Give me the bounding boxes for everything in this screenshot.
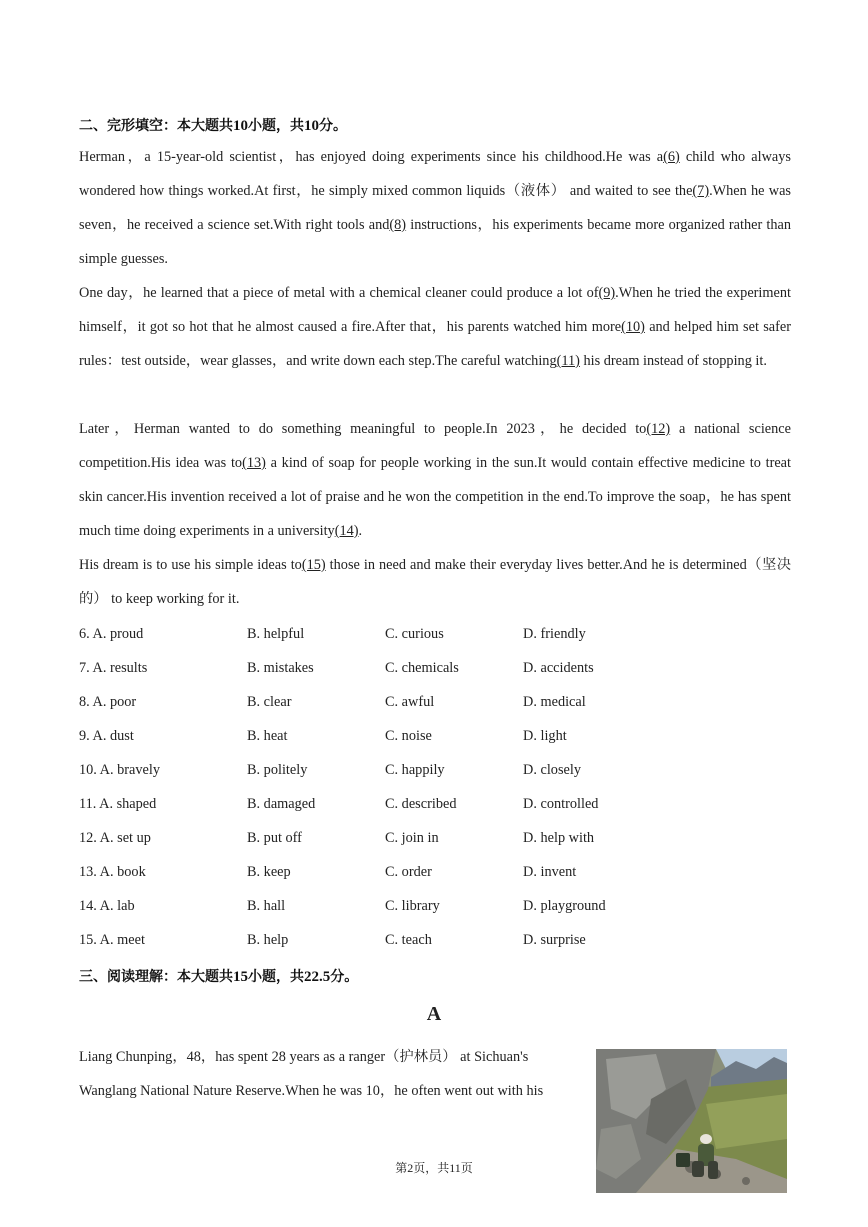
- options-row-10: [79, 753, 779, 787]
- blank-9: (9): [598, 285, 616, 301]
- options-row-15: [79, 923, 779, 957]
- blank-7: (7): [692, 183, 710, 199]
- section-3-title: 三、阅读理解：本大题共15小题，共22.5分。: [79, 969, 359, 985]
- option-a: 12. A. set up: [79, 830, 151, 846]
- blank-10: (10): [621, 319, 645, 335]
- option-a: 10. A. bravely: [79, 762, 160, 778]
- option-c: C. awful: [385, 694, 435, 710]
- option-c: C. happily: [385, 762, 445, 778]
- cloze-paragraph-1: Herman，a 15-year-old scientist，has enjoyed doing experiments since his childhood.He was a(6) child who always wondered how things worked.At first，he simply mixed common liquids（液体） and waited to see the(7).When he was seven，he received a science set.With right tools and(8) instructions，his experiments became more organized rather than simple guesses.: [79, 149, 792, 267]
- option-c: C. chemicals: [385, 660, 459, 676]
- blank-12: (12): [646, 421, 671, 437]
- cloze-paragraph-4: His dream is to use his simple ideas to(15) those in need and make their everyday lives better.And he is determined（坚决的） to keep working for it.: [79, 557, 791, 607]
- blank-11: (11): [556, 353, 580, 369]
- blank-6: (6): [663, 149, 680, 165]
- option-a: 13. A. book: [79, 864, 146, 880]
- option-c: C. curious: [385, 626, 444, 642]
- options-row-9: [79, 719, 779, 753]
- option-d: D. controlled: [523, 796, 599, 812]
- cloze-paragraph-2: One day，he learned that a piece of metal with a chemical cleaner could produce a lot of(9).When he tried the experiment himself，it got so hot that he almost caused a fire.After that，his parents watched him more(10) and helped him set safer rules：test outside，wear glasses，and write down each step.The careful watching(11) his dream instead of stopping it.: [79, 285, 791, 369]
- option-c: C. order: [385, 864, 432, 880]
- option-b: B. keep: [247, 864, 291, 880]
- options-row-12: [79, 821, 779, 855]
- blank-15: (15): [301, 557, 326, 573]
- option-b: B. help: [247, 932, 289, 948]
- option-a: 11. A. shaped: [79, 796, 157, 812]
- option-c: C. teach: [385, 932, 432, 948]
- option-c: C. library: [385, 898, 440, 914]
- options-row-8: [79, 685, 779, 719]
- option-b: B. clear: [247, 694, 292, 710]
- section-2-title: 二、完形填空：本大题共10小题，共10分。: [79, 118, 347, 134]
- option-d: D. closely: [523, 762, 581, 778]
- option-b: B. hall: [247, 898, 286, 914]
- option-a: 15. A. meet: [79, 932, 145, 948]
- option-a: 14. A. lab: [79, 898, 135, 914]
- option-d: D. medical: [523, 694, 586, 710]
- options-row-6: [79, 617, 779, 651]
- page-footer: 第2页，共11页: [395, 1161, 473, 1175]
- options-row-7: [79, 651, 779, 685]
- passage-a-heading: A: [426, 1003, 442, 1025]
- option-d: D. light: [523, 728, 567, 744]
- blank-14: (14): [334, 523, 359, 539]
- option-a: 8. A. poor: [79, 694, 137, 710]
- option-c: C. described: [385, 796, 457, 812]
- option-d: D. friendly: [523, 626, 586, 642]
- option-b: B. heat: [247, 728, 288, 744]
- option-a: 7. A. results: [79, 660, 148, 676]
- option-a: 6. A. proud: [79, 626, 144, 642]
- option-a: 9. A. dust: [79, 728, 134, 744]
- option-b: B. helpful: [247, 626, 305, 642]
- option-d: D. invent: [523, 864, 577, 880]
- passage-a-text: Liang Chunping，48，has spent 28 years as a ranger（护林员） at Sichuan's Wanglang National Nature Reserve.When he was 10，he often went out with his: [79, 1049, 544, 1099]
- option-b: B. politely: [247, 762, 308, 778]
- options-row-11: [79, 787, 779, 821]
- option-c: C. join in: [385, 830, 439, 846]
- blank-8: (8): [389, 217, 407, 233]
- blank-13: (13): [242, 455, 266, 471]
- option-d: D. help with: [523, 830, 595, 846]
- option-c: C. noise: [385, 728, 432, 744]
- option-b: B. mistakes: [247, 660, 314, 676]
- options-row-13: [79, 855, 779, 889]
- option-d: D. surprise: [523, 932, 586, 948]
- option-b: B. damaged: [247, 796, 316, 812]
- option-d: D. accidents: [523, 660, 594, 676]
- option-b: B. put off: [247, 830, 302, 846]
- option-d: D. playground: [523, 898, 606, 914]
- cloze-paragraph-3: Later，Herman wanted to do something meaningful to people.In 2023，he decided to(12) a national science competition.His idea was to(13) a kind of soap for people working in the sun.It would contain effective medicine to treat skin cancer.His invention received a lot of praise and he won the competition in the end.To improve the soap，he has spent much time doing experiments in a university(14).: [79, 421, 791, 539]
- options-row-14: [79, 889, 779, 923]
